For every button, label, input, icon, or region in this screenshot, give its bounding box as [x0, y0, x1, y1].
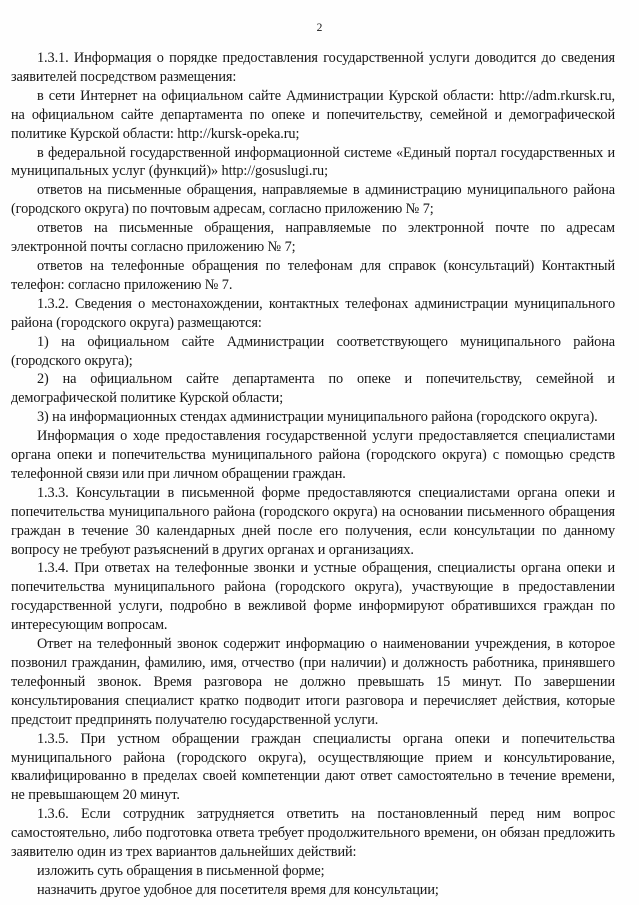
list-item-3: 3) на информационных стендах администрации муниципального района (городского округа). — [37, 409, 598, 426]
paragraph-1-3-3: 1.3.3. Консультации в письменной форме предоставляются специалистами органа опеки и попечительства муниципального района (городского округа) на основании письменного обращения граждан в течение 30 календарных дней после его получения, если консультации по данному вопросу не требуют разъяснений в других органах и организациях. — [11, 484, 615, 558]
page-number: 2 — [316, 22, 323, 34]
paragraph-1-3-4: 1.3.4. При ответах на телефонные звонки и устные обращения, специалисты органа опеки и попечительства муниципального района (городского округа), участвующие в предоставлении государственной услуги, подробно в вежливой форме информируют обратившихся граждан по интересующим вопросам. — [11, 560, 615, 634]
paragraph-phone-answer: Ответ на телефонный звонок содержит информацию о наименовании учреждения, в которое позвонил гражданин, фамилию, имя, отчество (при наличии) и должность работника, принявшего телефонный звонок. Время разговора не должно превышать 15 минут. По завершении консультирования специалист кратко подводит итоги разговора и перечисляет действия, которые предстоит предпринять получателю государственной услуги. — [11, 636, 615, 728]
option-written-form: изложить суть обращения в письменной форме; — [37, 862, 325, 879]
paragraph-phone-requests: ответов на телефонные обращения по телефонам для справок (консультаций) Контактный телефон: согласно приложению № 7. — [11, 257, 615, 293]
paragraph-internet-sites: в сети Интернет на официальном сайте Администрации Курской области: http://adm.rkursk.ru, на официальном сайте департамента по опеке и попечительству, семейной и демографической политике Курской области: http://kursk-opeka.ru; — [11, 87, 615, 142]
list-item-2: 2) на официальном сайте департамента по опеке и попечительству, семейной и демографической политике Курской области; — [11, 371, 615, 407]
paragraph-email-requests: ответов на письменные обращения, направляемые по электронной почте по адресам электронной почты согласно приложению № 7; — [11, 220, 615, 256]
paragraph-1-3-6: 1.3.6. Если сотрудник затрудняется ответить на постановленный перед ним вопрос самостоятельно, либо подготовка ответа требует продолжительного времени, он обязан предложить заявителю один из трех вариантов дальнейших действий: — [11, 806, 615, 861]
paragraph-1-3-1: 1.3.1. Информация о порядке предоставления государственной услуги доводится до сведения заявителей посредством размещения: — [11, 50, 615, 85]
paragraph-1-3-5: 1.3.5. При устном обращении граждан специалисты органа опеки и попечительства муниципального района (городского округа), осуществляющие прием и консультирование, квалифицированно в пределах своей компетенции дают ответ самостоятельно в течение времени, не превышающем 20 минут. — [11, 730, 615, 804]
paragraph-federal-portal: в федеральной государственной информационной системе «Единый портал государственных и муниципальных услуг (функций)» http://gosuslugi.ru; — [11, 144, 615, 180]
option-reschedule: назначить другое удобное для посетителя время для консультации; — [37, 881, 439, 898]
paragraph-progress-info: Информация о ходе предоставления государственной услуги предоставляется специалистами органа опеки и попечительства муниципального района (городского округа) с помощью средств телефонной связи или при личном обращении граждан. — [11, 428, 615, 482]
list-item-1: 1) на официальном сайте Администрации соответствующего муниципального района (городского округа); — [11, 333, 615, 369]
document-body — [11, 49, 615, 900]
paragraph-postal-requests: ответов на письменные обращения, направляемые в администрацию муниципального района (городского округа) по почтовым адресам, согласно приложению № 7; — [11, 182, 615, 218]
paragraph-1-3-2: 1.3.2. Сведения о местонахождении, контактных телефонах администрации муниципального района (городского округа) размещаются: — [11, 295, 615, 331]
